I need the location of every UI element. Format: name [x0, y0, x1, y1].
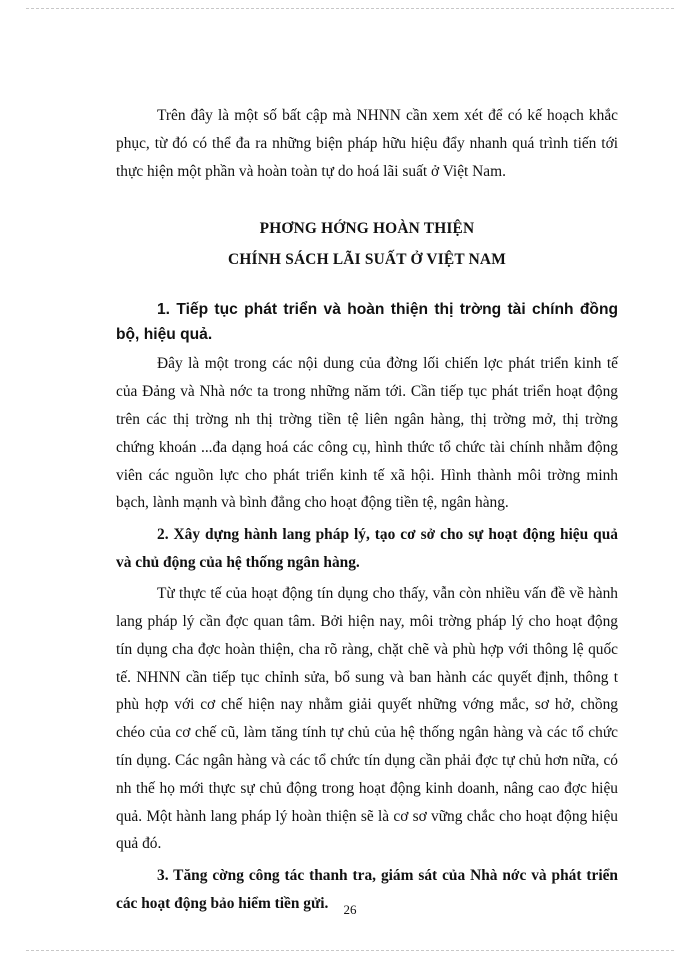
section-title: [116, 213, 618, 275]
section-3-heading: 3. Tăng cờng công tác thanh tra, giám sát của Nhà nớc và phát triển các hoạt động bảo hiểm tiền gửi.: [116, 867, 618, 912]
page-border-top: [26, 8, 674, 9]
page-border-bottom: [26, 950, 674, 951]
section-2-body: Từ thực tế của hoạt động tín dụng cho thấy, vẫn còn nhiều vấn đề về hành lang pháp lý cần đợc quan tâm. Bởi hiện nay, môi trờng pháp lý cho hoạt động tín dụng cha đợc hoàn thiện, cha rõ ràng, chặt chẽ và phù hợp với thông lệ quốc tế. NHNN cần tiếp tục chỉnh sửa, bổ sung và ban hành các quyết định, thông t phù hợp với cơ chế hiện nay nhằm giải quyết những vớng mắc, sơ hở, chồng chéo của cơ chế cũ, làm tăng tính tự chủ của hệ thống ngân hàng và các tổ chức tín dụng. Các ngân hàng và các tổ chức tín dụng cần phải đợc tự chủ hơn nữa, có nh thế họ mới thực sự chủ động trong hoạt động kinh doanh, nâng cao đợc hiệu quả. Một hành lang pháp lý hoàn thiện sẽ là cơ sơ vững chắc cho hoạt động hiệu quả đó.: [116, 585, 618, 853]
section-2-heading: 2. Xây dựng hành lang pháp lý, tạo cơ sở cho sự hoạt động hiệu quả và chủ động của hệ thống ngân hàng.: [116, 526, 618, 571]
section-title-line-1: PHƠNG HỚNG HOÀN THIỆN: [259, 220, 475, 238]
intro-paragraph: Trên đây là một số bất cập mà NHNN cần xem xét để có kế hoạch khắc phục, từ đó có thể đa ra những biện pháp hữu hiệu đẩy nhanh quá trình tiến tới thực hiện một phần và hoàn toàn tự do hoá lãi suất ở Việt Nam.: [116, 107, 618, 180]
section-1-heading: 1. Tiếp tục phát triển và hoàn thiện thị trờng tài chính đồng bộ, hiệu quả.: [116, 301, 618, 344]
page-content: [116, 102, 618, 921]
page-number: 26: [343, 902, 357, 917]
section-title-line-2: CHÍNH SÁCH LÃI SUẤT Ở VIỆT NAM: [228, 251, 506, 269]
section-1-body: Đây là một trong các nội dung của đờng lối chiến lợc phát triển kinh tế của Đảng và Nhà nớc ta trong những năm tới. Cần tiếp tục phát triển hoạt động trên các thị trờng nh thị trờng tiền tệ liên ngân hàng, thị trờng mở, thị trờng chứng khoán ...đa dạng hoá các công cụ, hình thức tổ chức tài chính nhằm động viên các nguồn lực cho phát triển kinh tế xã hội. Hình thành môi trờng minh bạch, lành mạnh và bình đẳng cho hoạt động tiền tệ, ngân hàng.: [116, 355, 618, 512]
